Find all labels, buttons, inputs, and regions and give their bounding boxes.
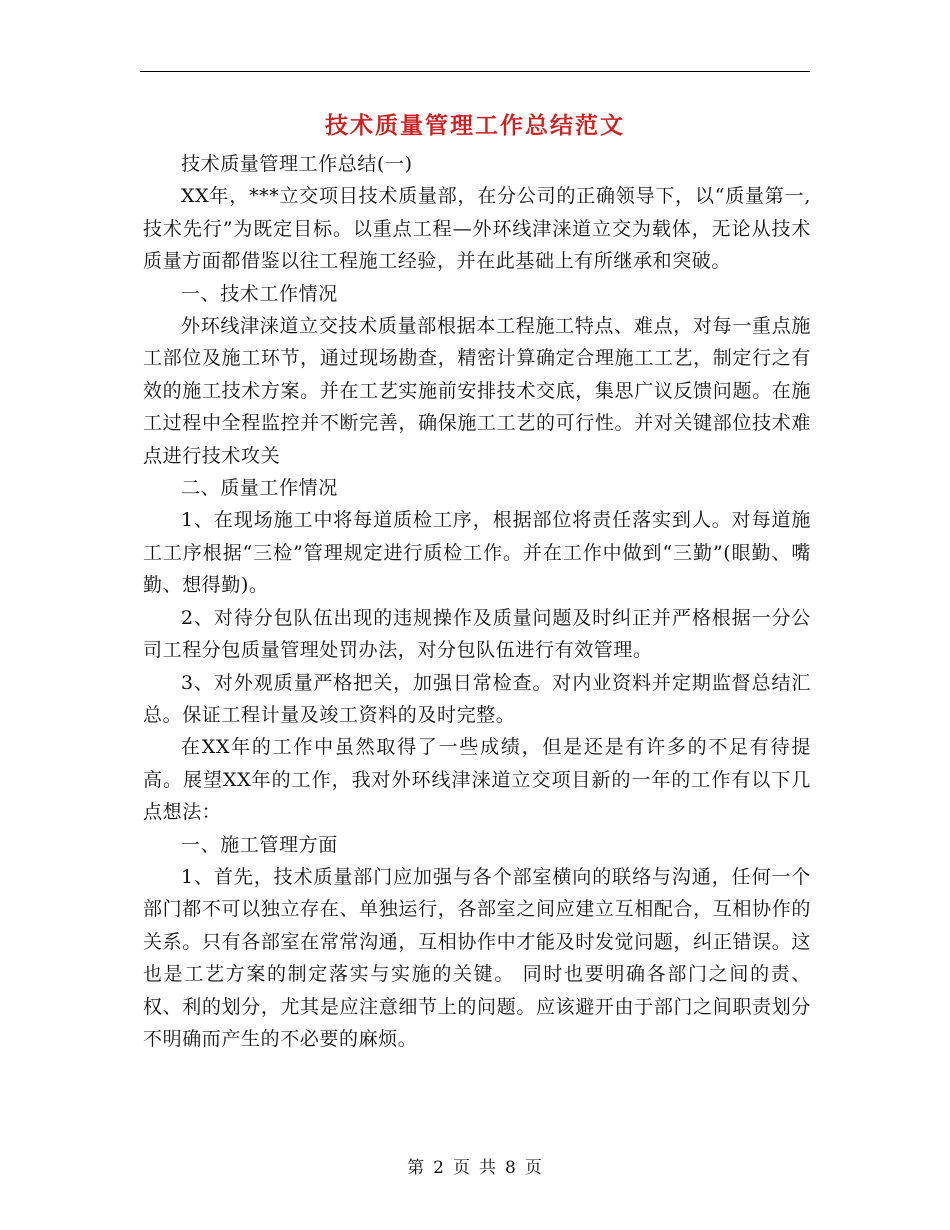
body-paragraph: 1、首先，技术质量部门应加强与各个部室横向的联络与沟通，任何一个部门都不可以独立存在、单独运行，各部室之间应建立互相配合，互相协作的关系。只有各部室在常常沟通，互相协作中才能及时发觉问题，纠正错误。这也是工艺方案的制定落实与实施的关键。 同时也要明确各部门之间的责、权、利的划分，尤其是应注意细节上的问题。应该避开由于部门之间职责划分不明确而产生的不必要的麻烦。 xyxy=(143,865,811,1050)
section-heading: 技术质量管理工作总结(一) xyxy=(181,153,413,175)
body-paragraph: 2、对待分包队伍出现的违规操作及质量问题及时纠正并严格根据一分公司工程分包质量管理处罚办法，对分包队伍进行有效管理。 xyxy=(143,606,811,662)
footer-page-word: 页 xyxy=(453,1158,471,1178)
page-footer xyxy=(0,1153,950,1178)
body-paragraph: 3、对外观质量严格把关，加强日常检查。对内业资料并定期监督总结汇总。保证工程计量及竣工资料的及时完整。 xyxy=(143,671,811,726)
footer-total-word: 共 xyxy=(479,1158,497,1178)
document-body xyxy=(143,148,811,1055)
footer-suffix: 页 xyxy=(524,1158,543,1178)
current-page-number: 2 xyxy=(433,1158,445,1178)
body-paragraph: 1、在现场施工中将每道质检工序，根据部位将责任落实到人。对每道施工工序根据“三检”管理规定进行质检工作。并在工作中做到“三勤”(眼勤、嘴勤、想得勤)。 xyxy=(143,509,811,597)
header-rule xyxy=(140,71,810,72)
section-heading: 一、施工管理方面 xyxy=(181,833,338,856)
total-page-number: 8 xyxy=(505,1158,517,1178)
document-title: 技术质量管理工作总结范文 xyxy=(325,113,625,139)
section-heading: 一、技术工作情况 xyxy=(181,282,338,305)
footer-prefix: 第 xyxy=(407,1158,426,1178)
body-paragraph: XX年，***立交项目技术质量部，在分公司的正确领导下，以“质量第一,技术先行”为既定目标。以重点工程—外环线津涞道立交为载体，无论从技术质量方面都借鉴以往工程施工经验，并在此基础上有所继承和突破。 xyxy=(143,185,811,273)
body-paragraph: 外环线津涞道立交技术质量部根据本工程施工特点、难点，对每一重点施工部位及施工环节，通过现场勘查，精密计算确定合理施工工艺，制定行之有效的施工技术方案。并在工艺实施前安排技术交底，集思广议反馈问题。在施工过程中全程监控并不断完善，确保施工工艺的可行性。并对关键部位技术难点进行技术攻关 xyxy=(143,315,811,467)
body-paragraph: 在XX年的工作中虽然取得了一些成绩，但是还是有许多的不足有待提高。展望XX年的工作，我对外环线津涞道立交项目新的一年的工作有以下几点想法： xyxy=(143,736,811,824)
section-heading: 二、质量工作情况 xyxy=(181,477,338,500)
